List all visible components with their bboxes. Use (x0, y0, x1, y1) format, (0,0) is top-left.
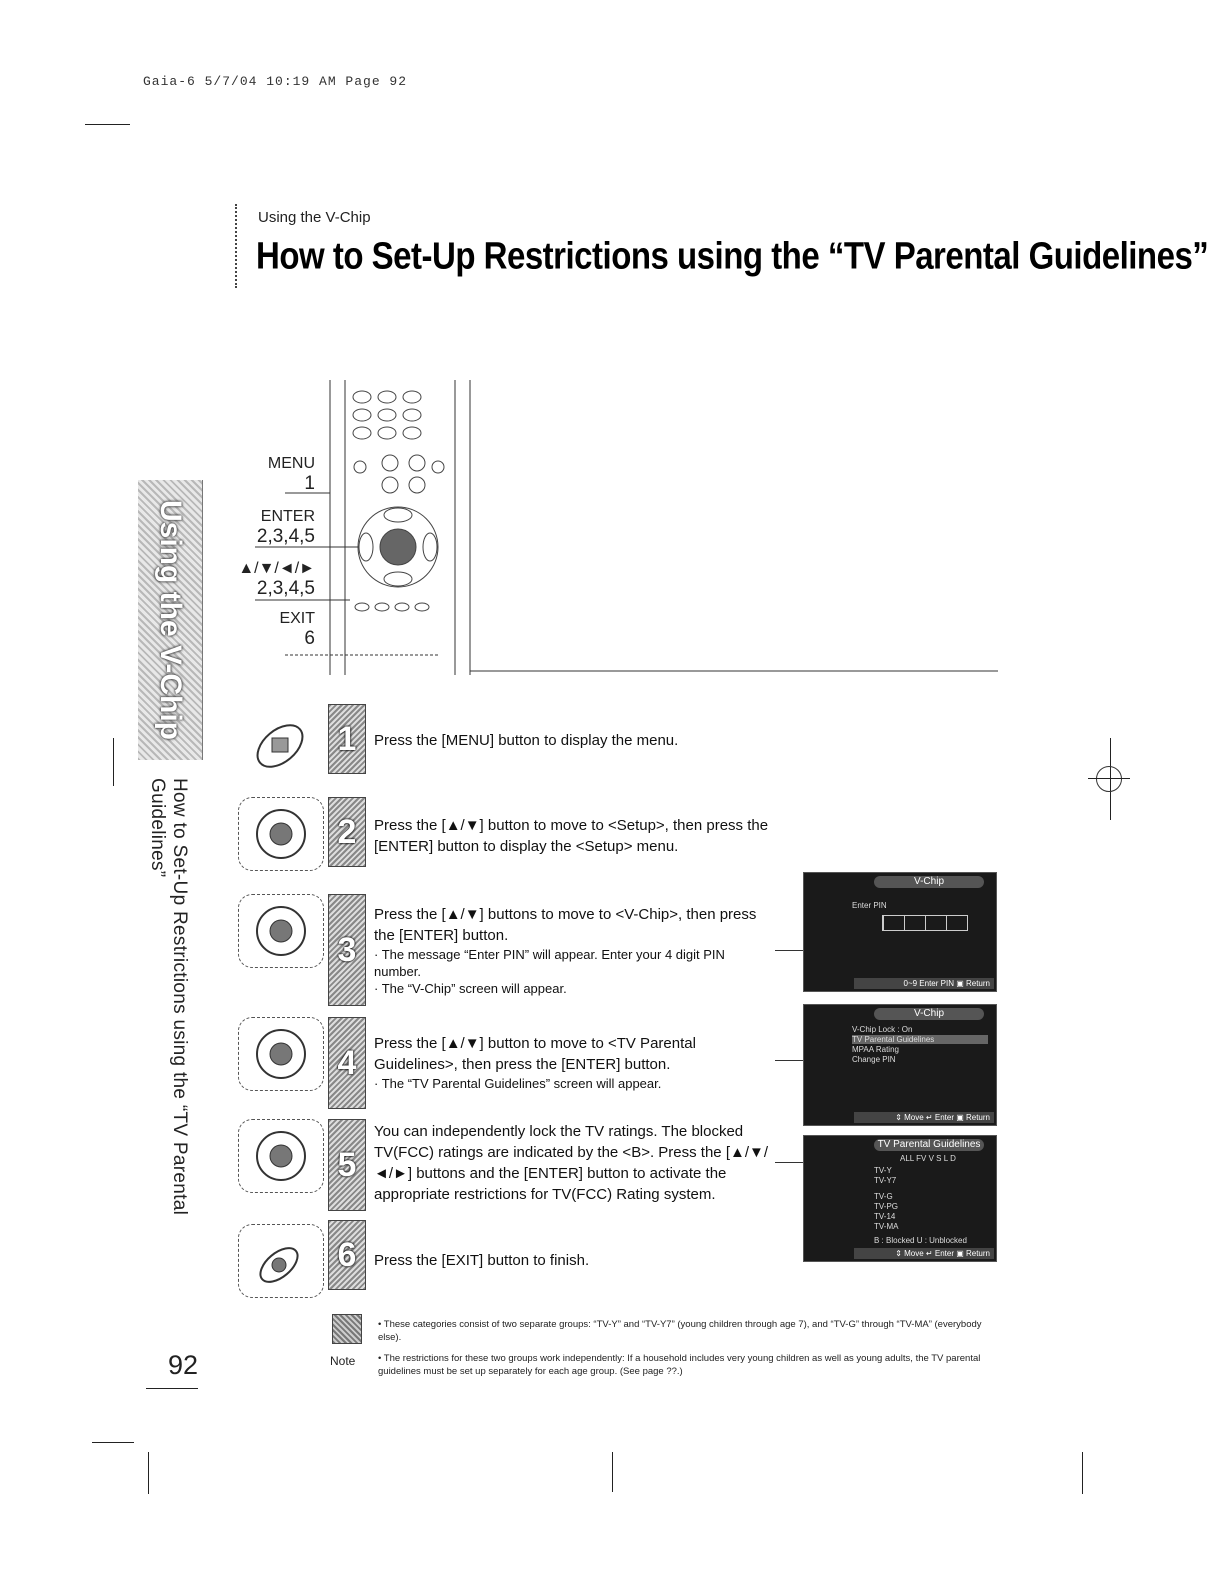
osd-1-footer: 0~9 Enter PIN ▣ Return (854, 978, 994, 989)
label-menu (230, 455, 315, 495)
step-3-number: 3 (328, 894, 366, 1006)
step-4 (230, 1015, 790, 1110)
osd-2-line-2: TV Parental Guidelines (852, 1035, 988, 1044)
title-bar (235, 204, 240, 288)
crop-mark-bottom-left-h (92, 1442, 134, 1443)
screen-1-leader (775, 950, 803, 951)
osd-screen-vchip-menu (803, 1004, 997, 1126)
remote-illustration (250, 375, 1000, 675)
step-3-bullet-2-text: The “V-Chip” screen will appear. (381, 981, 567, 996)
joystick-icon (238, 1017, 324, 1091)
step-3-bullet-1: · The message “Enter PIN” will appear. Enter your 4 digit PIN number. (374, 947, 725, 979)
menu-button-icon (238, 706, 322, 778)
step-1-text: Press the [MENU] button to display the menu. (374, 732, 679, 749)
osd-2-footer: ⇕ Move ↵ Enter ▣ Return (854, 1112, 994, 1123)
note-item-1: • These categories consist of two separate groups: “TV-Y” and “TV-Y7” (young children through age 7), and “TV-G” through “TV-MA” (everybody else). (378, 1319, 982, 1343)
step-1 (230, 702, 790, 782)
joystick-icon (238, 797, 324, 871)
step-4-body (374, 1033, 774, 1092)
osd-1-title: V-Chip (874, 876, 984, 888)
step-6 (230, 1220, 790, 1300)
joystick-icon (238, 1119, 324, 1193)
note-item-1-text: These categories consist of two separate groups: “TV-Y” and “TV-Y7” (young children through age 7), and “TV-G” through “TV-MA” (everybody else). (378, 1319, 982, 1343)
label-menu-step: 1 (304, 473, 315, 494)
osd-3-line-1: ALL FV V S L D (900, 1154, 956, 1163)
print-header: Gaia-6 5/7/04 10:19 AM Page 92 (143, 74, 408, 89)
step-3-body (374, 904, 774, 997)
step-4-bullet-1-text: The “TV Parental Guidelines” screen will appear. (381, 1076, 662, 1091)
step-3-bullet-1-text: The message “Enter PIN” will appear. Enter your 4 digit PIN number. (374, 947, 725, 979)
crop-mark-left-v (113, 738, 114, 786)
step-2-text: Press the [▲/▼] button to move to <Setup>, then press the [ENTER] button to display the <Setup> menu. (374, 817, 769, 855)
joystick-icon (238, 894, 324, 968)
step-3-text: Press the [▲/▼] buttons to move to <V-Chip>, then press the [ENTER] button. (374, 906, 757, 944)
registration-mark-right-h (1088, 778, 1130, 779)
label-menu-text: MENU (267, 455, 315, 472)
step-1-number: 1 (328, 704, 366, 774)
osd-3-footer: ⇕ Move ↵ Enter ▣ Return (854, 1248, 994, 1259)
exit-button-icon (238, 1224, 324, 1298)
crop-mark-center-bottom (612, 1452, 613, 1492)
step-5-number: 5 (328, 1119, 366, 1211)
osd-2-title: V-Chip (874, 1008, 984, 1020)
osd-screen-vchip-pin (803, 872, 997, 992)
osd-3-line-8: B : Blocked U : Unblocked (874, 1236, 967, 1245)
crop-mark-top-left (85, 124, 130, 125)
section-label: Using the V-Chip (258, 209, 371, 226)
label-arrows (230, 560, 315, 600)
step-2-number: 2 (328, 797, 366, 867)
note-label: Note (330, 1354, 356, 1368)
page-title: How to Set-Up Restrictions using the “TV Parental Guidelines” (256, 234, 1209, 277)
step-2 (230, 795, 790, 885)
page-number-rule (146, 1388, 198, 1389)
crop-mark-bottom-left-v (148, 1452, 149, 1494)
remote-drawing (250, 375, 1000, 675)
step-3 (230, 892, 790, 1007)
osd-3-line-7: TV-MA (874, 1222, 899, 1231)
screen-3-leader (775, 1162, 803, 1163)
label-exit-step: 6 (304, 628, 315, 649)
label-arrows-text: ▲/▼/◄/► (238, 560, 315, 577)
screen-2-leader (775, 1060, 803, 1061)
osd-3-line-5: TV-PG (874, 1202, 899, 1211)
note-item-2: • The restrictions for these two groups work independently: If a household includes very young children as well as young adults, the TV parental guidelines must be set up separately for each age group. (See page ??.) (378, 1353, 981, 1377)
label-enter (230, 508, 315, 548)
note-item-2-text: The restrictions for these two groups work independently: If a household includes very young children as well as young adults, the TV parental guidelines must be set up separately for each age group. (See page ??.) (378, 1353, 981, 1377)
page-number: 92 (168, 1350, 199, 1380)
label-enter-text: ENTER (260, 508, 315, 525)
side-tab-label: Using the V-Chip (154, 500, 187, 740)
osd-3-line-6: TV-14 (874, 1212, 896, 1221)
osd-3-title: TV Parental Guidelines (874, 1139, 984, 1151)
label-arrows-steps: 2,3,4,5 (256, 578, 315, 599)
side-running-title: How to Set-Up Restrictions using the “TV Parental Guidelines” (147, 778, 190, 1216)
osd-screen-parental-guidelines (803, 1135, 997, 1262)
osd-3-line-4: TV-G (874, 1192, 893, 1201)
osd-1-line-1: Enter PIN (852, 901, 887, 910)
label-enter-steps: 2,3,4,5 (256, 526, 315, 547)
osd-3-line-2: TV-Y (874, 1166, 892, 1175)
step-5 (230, 1117, 790, 1212)
osd-2-line-1: V-Chip Lock : On (852, 1025, 913, 1034)
step-6-text: Press the [EXIT] button to finish. (374, 1252, 590, 1269)
osd-3-line-3: TV-Y7 (874, 1176, 897, 1185)
note-icon (332, 1314, 362, 1344)
osd-2-line-3: MPAA Rating (852, 1045, 899, 1054)
pin-boxes (882, 915, 968, 931)
osd-2-line-4: Change PIN (852, 1055, 896, 1064)
step-4-number: 4 (328, 1017, 366, 1109)
step-4-bullet-1: · The “TV Parental Guidelines” screen will appear. (374, 1076, 662, 1091)
step-5-text: You can independently lock the TV ratings. The blocked TV(FCC) ratings are indicated by the <B>. Press the [▲/▼/◄/►] buttons and the [ENTER] button to activate the appropriate restrictions for TV(FCC) Rating system. (374, 1123, 769, 1203)
label-exit-text: EXIT (279, 610, 315, 627)
label-exit (230, 610, 315, 650)
step-4-text: Press the [▲/▼] button to move to <TV Parental Guidelines>, then press the [ENTER] button. (374, 1035, 696, 1073)
step-3-bullet-2: · The “V-Chip” screen will appear. (374, 981, 567, 996)
crop-mark-bottom-right-v (1082, 1452, 1083, 1494)
registration-mark-right (1096, 766, 1122, 792)
step-6-number: 6 (328, 1220, 366, 1290)
